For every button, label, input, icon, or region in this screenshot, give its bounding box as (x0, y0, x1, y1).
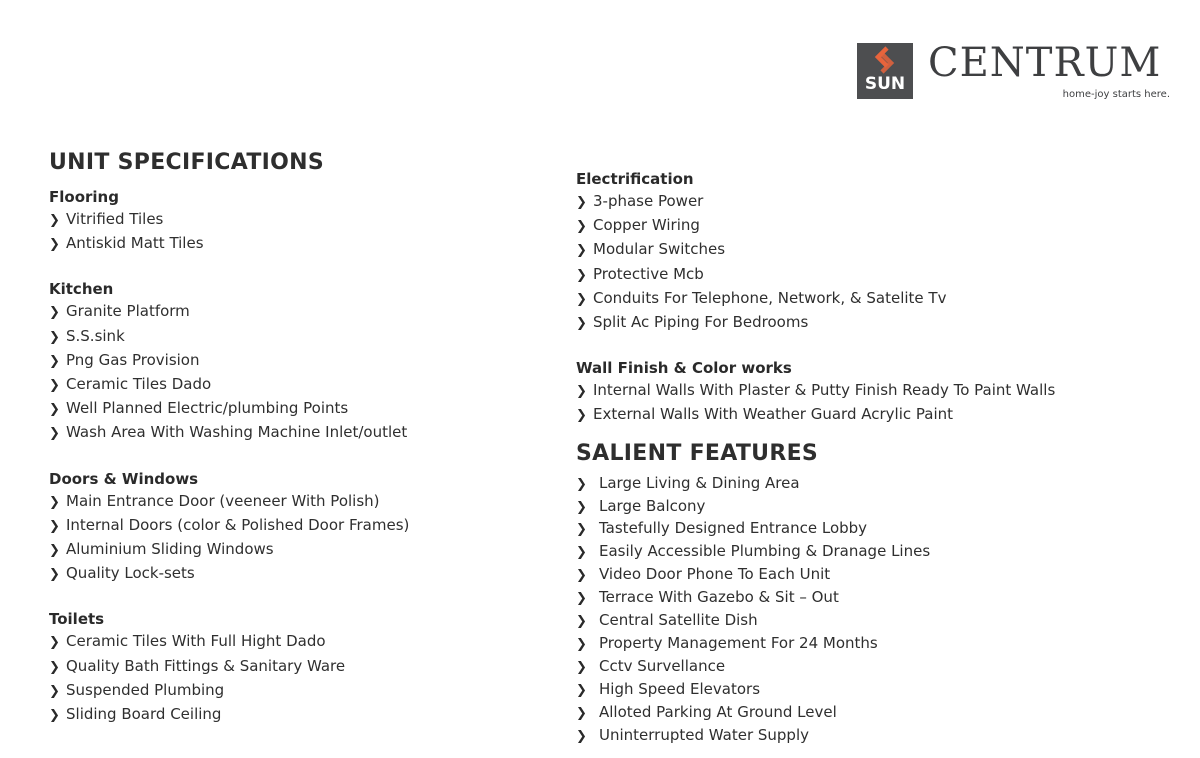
unit-specifications-sections (49, 186, 549, 727)
list-item-label: Well Planned Electric/plumbing Points (66, 399, 349, 418)
chevron-right-icon: ❯ (576, 659, 587, 675)
chevron-right-icon: ❯ (49, 494, 60, 510)
chevron-right-icon: ❯ (576, 476, 587, 492)
list-item (49, 679, 549, 703)
chevron-right-icon: ❯ (576, 316, 587, 332)
list-item-label: Large Balcony (599, 496, 706, 515)
list-item (576, 214, 1176, 238)
unit-specifications-column (49, 150, 549, 749)
list-item-label: Internal Doors (color & Polished Door Frames) (66, 515, 410, 534)
list-item (576, 518, 1176, 541)
salient-features-list (576, 473, 1176, 748)
list-item (576, 263, 1176, 287)
list-item (49, 232, 549, 256)
list-item-label: Property Management For 24 Months (599, 633, 878, 652)
list-item (576, 702, 1176, 725)
list-item-label: Protective Mcb (593, 264, 704, 283)
list-item (576, 679, 1176, 702)
chevron-right-icon: ❯ (576, 522, 587, 538)
list-item-label: Copper Wiring (593, 216, 700, 235)
list-item-label: Main Entrance Door (veeneer With Polish) (66, 491, 380, 510)
list-item-label: Tastefully Designed Entrance Lobby (599, 519, 868, 538)
chevron-right-icon: ❯ (49, 659, 60, 675)
spec-section (576, 168, 1176, 335)
sun-wordmark: SUN (864, 74, 906, 94)
list-item-label: Conduits For Telephone, Network, & Satelite Tv (593, 288, 947, 307)
chevron-right-icon: ❯ (49, 305, 60, 321)
list-item-label: Modular Switches (593, 240, 726, 259)
list-item (49, 703, 549, 727)
section-title: Wall Finish & Color works (576, 359, 792, 378)
list-item (576, 656, 1176, 679)
chevron-right-icon: ❯ (576, 545, 587, 561)
chevron-right-icon: ❯ (49, 329, 60, 345)
section-title: Electrification (576, 170, 694, 188)
list-item (576, 564, 1176, 587)
list-item (49, 630, 549, 654)
list-item (49, 490, 549, 514)
list-item-label: Wash Area With Washing Machine Inlet/outlet (66, 423, 408, 442)
list-item (49, 349, 549, 373)
section-title: Kitchen (49, 280, 114, 299)
list-item (576, 610, 1176, 633)
spec-section (49, 278, 549, 445)
list-item-label: Split Ac Piping For Bedrooms (593, 313, 809, 332)
chevron-right-icon: ❯ (49, 353, 60, 369)
list-item-label: Ceramic Tiles With Full Hight Dado (66, 632, 326, 651)
list-item-label: Antiskid Matt Tiles (66, 234, 204, 253)
chevron-right-icon: ❯ (576, 591, 587, 607)
chevron-right-icon: ❯ (576, 267, 587, 283)
list-item (576, 403, 1176, 427)
list-item (576, 379, 1176, 403)
list-item (576, 496, 1176, 519)
chevron-right-icon: ❯ (576, 408, 587, 424)
chevron-right-icon: ❯ (49, 237, 60, 253)
list-item-label: Quality Bath Fittings & Sanitary Ware (66, 656, 346, 675)
list-item-label: Sliding Board Ceiling (66, 705, 222, 724)
list-item (49, 373, 549, 397)
list-item (576, 633, 1176, 656)
list-item (576, 473, 1176, 496)
chevron-right-icon: ❯ (49, 543, 60, 559)
list-item-label: Terrace With Gazebo & Sit – Out (599, 588, 839, 607)
centrum-wordmark: CENTRUM (928, 40, 1162, 86)
chevron-right-icon: ❯ (576, 614, 587, 630)
chevron-right-icon: ❯ (49, 426, 60, 442)
list-item (49, 655, 549, 679)
chevron-right-icon: ❯ (576, 291, 587, 307)
brand-logo (857, 40, 1177, 103)
list-item (576, 725, 1176, 748)
chevron-right-icon: ❯ (49, 213, 60, 228)
list-item (49, 514, 549, 538)
list-item (576, 311, 1176, 335)
list-item-label: Uninterrupted Water Supply (599, 725, 809, 744)
list-item-label: Alloted Parking At Ground Level (599, 702, 837, 721)
list-item-label: Internal Walls With Plaster & Putty Finish Ready To Paint Walls (593, 381, 1056, 400)
chevron-right-icon: ❯ (576, 243, 587, 259)
list-item (49, 300, 549, 324)
list-item (576, 541, 1176, 564)
section-title: Toilets (49, 610, 105, 629)
list-item-label: S.S.sink (66, 326, 125, 345)
section-title: Doors & Windows (49, 469, 199, 488)
chevron-right-icon: ❯ (576, 636, 587, 652)
list-item-label: Easily Accessible Plumbing & Dranage Lines (599, 542, 931, 561)
chevron-right-icon: ❯ (576, 728, 587, 744)
chevron-right-icon: ❯ (49, 683, 60, 699)
list-item-label: Suspended Plumbing (66, 680, 225, 699)
list-item (576, 238, 1176, 262)
list-item-label: Granite Platform (66, 302, 190, 321)
list-item (576, 587, 1176, 610)
unit-specifications-title: UNIT SPECIFICATIONS (49, 150, 324, 175)
salient-features-title: SALIENT FEATURES (576, 440, 819, 466)
list-item (576, 190, 1176, 214)
list-item-label: Quality Lock-sets (66, 564, 195, 583)
right-spec-sections (576, 168, 1176, 428)
chevron-right-icon: ❯ (49, 402, 60, 418)
chevron-right-icon: ❯ (49, 635, 60, 651)
spec-section (576, 357, 1176, 427)
logo-tagline: home-joy starts here. (1062, 89, 1170, 100)
chevron-right-icon: ❯ (49, 518, 60, 534)
chevron-right-icon: ❯ (576, 219, 587, 235)
chevron-right-icon: ❯ (576, 499, 587, 515)
chevron-right-icon: ❯ (576, 384, 587, 400)
list-item-label: Vitrified Tiles (66, 210, 164, 228)
list-item-label: External Walls With Weather Guard Acrylic Paint (593, 405, 954, 424)
list-item (49, 538, 549, 562)
list-item (576, 287, 1176, 311)
list-item-label: Png Gas Provision (66, 350, 200, 369)
list-item (49, 397, 549, 421)
chevron-right-icon: ❯ (49, 378, 60, 394)
list-item (49, 421, 549, 445)
list-item (49, 562, 549, 586)
spec-section (49, 468, 549, 587)
list-item-label: Cctv Survellance (599, 656, 726, 675)
list-item-label: High Speed Elevators (599, 679, 761, 698)
chevron-right-icon: ❯ (576, 705, 587, 721)
list-item-label: 3-phase Power (593, 192, 704, 210)
spec-section (49, 186, 549, 256)
chevron-right-icon: ❯ (576, 195, 587, 210)
right-column (576, 168, 1176, 748)
chevron-right-icon: ❯ (576, 682, 587, 698)
list-item-label: Central Satellite Dish (599, 611, 758, 630)
chevron-right-icon: ❯ (49, 708, 60, 724)
chevron-right-icon: ❯ (576, 568, 587, 584)
sun-logo-box (857, 43, 913, 99)
list-item-label: Video Door Phone To Each Unit (599, 565, 831, 584)
spec-section (49, 608, 549, 727)
list-item-label: Aluminium Sliding Windows (66, 540, 274, 559)
section-title: Flooring (49, 188, 119, 206)
list-item (49, 325, 549, 349)
list-item-label: Ceramic Tiles Dado (66, 375, 212, 394)
list-item (49, 208, 549, 232)
list-item-label: Large Living & Dining Area (599, 473, 800, 492)
chevron-right-icon: ❯ (49, 567, 60, 583)
